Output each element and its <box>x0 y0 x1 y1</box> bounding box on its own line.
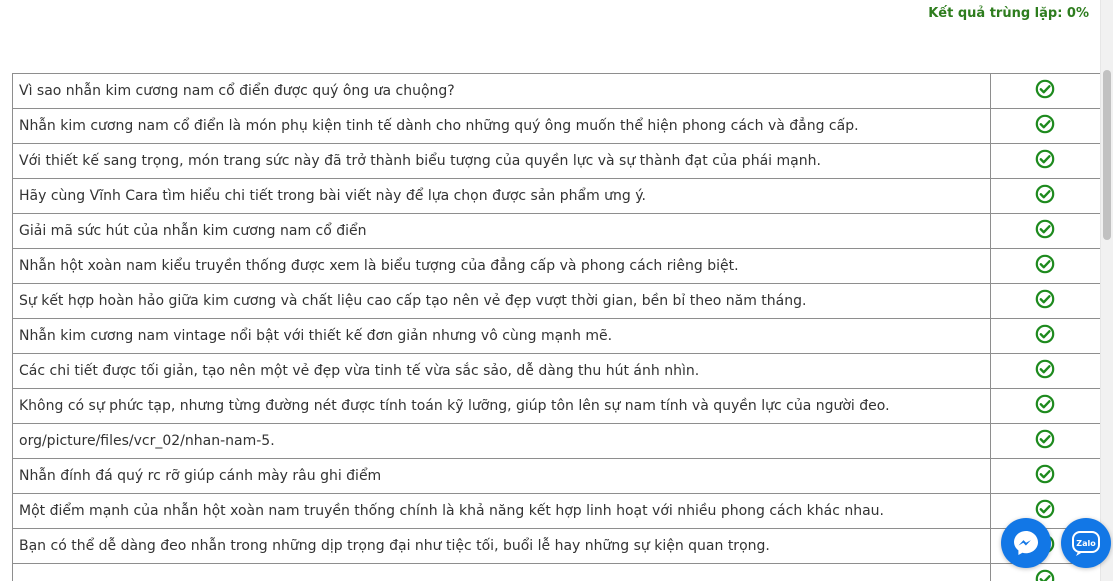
zalo-icon <box>1070 527 1102 559</box>
table-row <box>13 529 1101 564</box>
zalo-button[interactable] <box>1061 518 1111 568</box>
sentence-table-body <box>13 74 1101 581</box>
status-cell <box>990 144 1100 179</box>
status-cell <box>990 459 1100 494</box>
status-cell <box>990 424 1100 459</box>
table-row <box>13 354 1101 389</box>
table-row <box>13 249 1101 284</box>
sentence-text <box>13 564 991 581</box>
check-circle-icon <box>1035 219 1055 239</box>
scrollbar-thumb[interactable] <box>1103 70 1111 240</box>
status-cell <box>990 179 1100 214</box>
table-row <box>13 459 1101 494</box>
check-circle-icon <box>1035 254 1055 274</box>
sentence-text: Vì sao nhẫn kim cương nam cổ điển được quý ông ưa chuộng? <box>13 74 991 109</box>
check-circle-icon <box>1035 569 1055 581</box>
scrollbar[interactable] <box>1100 0 1113 581</box>
table-row <box>13 214 1101 249</box>
check-circle-icon <box>1035 359 1055 379</box>
messenger-icon <box>1011 528 1041 558</box>
table-row <box>13 284 1101 319</box>
check-circle-icon <box>1035 464 1055 484</box>
sentence-text: Một điểm mạnh của nhẫn hột xoàn nam truyền thống chính là khả năng kết hợp linh hoạt với nhiều phong cách khác nhau. <box>13 494 991 529</box>
sentence-text: Với thiết kế sang trọng, món trang sức này đã trở thành biểu tượng của quyền lực và sự thành đạt của phái mạnh. <box>13 144 991 179</box>
table-row <box>13 389 1101 424</box>
sentence-text: Nhẫn kim cương nam vintage nổi bật với thiết kế đơn giản nhưng vô cùng mạnh mẽ. <box>13 319 991 354</box>
sentence-text: Nhẫn đính đá quý rc rỡ giúp cánh mày râu ghi điểm <box>13 459 991 494</box>
sentence-table <box>12 73 1101 581</box>
sentence-text: Bạn có thể dễ dàng đeo nhẫn trong những dịp trọng đại như tiệc tối, buổi lễ hay những sự kiện quan trọng. <box>13 529 991 564</box>
check-circle-icon <box>1035 114 1055 134</box>
table-row <box>13 494 1101 529</box>
check-circle-icon <box>1035 289 1055 309</box>
check-circle-icon <box>1035 394 1055 414</box>
check-circle-icon <box>1035 429 1055 449</box>
status-cell <box>990 319 1100 354</box>
status-cell <box>990 214 1100 249</box>
table-row <box>13 109 1101 144</box>
table-row <box>13 179 1101 214</box>
check-circle-icon <box>1035 79 1055 99</box>
status-cell <box>990 354 1100 389</box>
status-cell <box>990 74 1100 109</box>
status-cell <box>990 284 1100 319</box>
table-row <box>13 564 1101 581</box>
status-cell <box>990 109 1100 144</box>
status-cell <box>990 389 1100 424</box>
sentence-text: org/picture/files/vcr_02/nhan-nam-5. <box>13 424 991 459</box>
check-circle-icon <box>1035 149 1055 169</box>
table-row <box>13 144 1101 179</box>
table-row <box>13 319 1101 354</box>
sentence-text: Sự kết hợp hoàn hảo giữa kim cương và chất liệu cao cấp tạo nên vẻ đẹp vượt thời gian, bền bỉ theo năm tháng. <box>13 284 991 319</box>
table-row <box>13 74 1101 109</box>
sentence-text: Nhẫn kim cương nam cổ điển là món phụ kiện tinh tế dành cho những quý ông muốn thể hiện phong cách và đẳng cấp. <box>13 109 991 144</box>
sentence-text: Nhẫn hột xoàn nam kiểu truyền thống được xem là biểu tượng của đẳng cấp và phong cách riêng biệt. <box>13 249 991 284</box>
status-cell <box>990 249 1100 284</box>
sentence-text: Giải mã sức hút của nhẫn kim cương nam cổ điển <box>13 214 991 249</box>
sentence-text: Hãy cùng Vĩnh Cara tìm hiểu chi tiết trong bài viết này để lựa chọn được sản phẩm ưng ý. <box>13 179 991 214</box>
sentence-text: Các chi tiết được tối giản, tạo nên một vẻ đẹp vừa tinh tế vừa sắc sảo, dễ dàng thu hút ánh nhìn. <box>13 354 991 389</box>
table-row <box>13 424 1101 459</box>
messenger-button[interactable] <box>1001 518 1051 568</box>
duplicate-result-label: Kết quả trùng lặp: 0% <box>928 6 1089 21</box>
check-circle-icon <box>1035 324 1055 344</box>
check-circle-icon <box>1035 499 1055 519</box>
check-circle-icon <box>1035 184 1055 204</box>
sentence-text: Không có sự phức tạp, nhưng từng đường nét được tính toán kỹ lưỡng, giúp tôn lên sự nam tính và quyền lực của người đeo. <box>13 389 991 424</box>
svg-text:Zalo: Zalo <box>1076 539 1096 548</box>
